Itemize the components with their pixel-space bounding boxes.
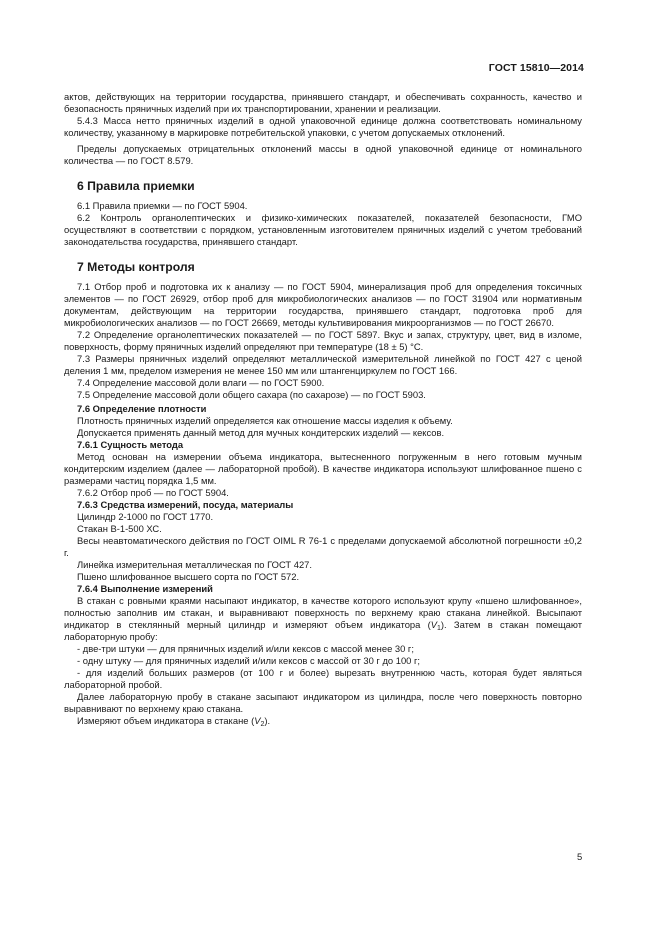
paragraph	[64, 595, 582, 643]
subsection-heading: 7.6.1 Сущность метода	[77, 439, 184, 450]
paragraph: Далее лабораторную пробу в стакане засыпают индикатором из цилиндра, после чего поверхность повторно выравнивают по верхнему краю стакана.	[64, 691, 582, 714]
paragraph: 7.2 Определение органолептических показателей — по ГОСТ 5897. Вкус и запах, структуру, цвет, вид в изломе, поверхность, форму пряничных изделий определяют при температуре (18 ± 5) °С.	[64, 329, 582, 352]
list-item: Стакан В-1-500 ХС.	[77, 523, 162, 534]
paragraph: Метод основан на измерении объема индикатора, вытесненного погруженным в него готовым мучным кондитерским изделием (далее — лабораторной пробой). В качестве индикатора используют шлифованное пшено с размерами частиц порядка 1,5 мм.	[64, 451, 582, 486]
list-item: Линейка измерительная металлическая по ГОСТ 427.	[77, 559, 312, 570]
paragraph: 7.3 Размеры пряничных изделий определяют металлической измерительной линейкой по ГОСТ 427 с ценой деления 1 мм, пределом измерения не менее 150 мм или штангенциркулем по ГОСТ 166.	[64, 353, 582, 376]
document-header: ГОСТ 15810—2014	[488, 62, 584, 74]
subsection-heading: 7.6.4 Выполнение измерений	[77, 583, 213, 594]
paragraph: 6.1 Правила приемки — по ГОСТ 5904.	[77, 200, 248, 211]
paragraph: 6.2 Контроль органолептических и физико-химических показателей, показателей безопасности, ГМО осуществляют в соответствии с порядком, установленным изготовителем пряничных изделий с учетом требований законодательства государства, принявшего стандарт.	[64, 212, 582, 247]
variable-v: V	[254, 715, 261, 726]
paragraph: 7.4 Определение массовой доли влаги — по ГОСТ 5900.	[77, 377, 325, 388]
paragraph: 7.5 Определение массовой доли общего сахара (по сахарозе) — по ГОСТ 5903.	[77, 389, 426, 400]
list-item: - одну штуку — для пряничных изделий и/или кексов с массой от 30 г до 100 г;	[77, 655, 421, 666]
page-number: 5	[577, 851, 583, 862]
subsection-heading: 7.6 Определение плотности	[77, 403, 207, 414]
paragraph: актов, действующих на территории государства, принявшего стандарт, и обеспечивать сохранность, качество и безопасность пряничных изделий при их транспортировании, хранении и реализации.	[64, 91, 582, 114]
document-body	[64, 91, 582, 727]
paragraph: 7.1 Отбор проб и подготовка их к анализу — по ГОСТ 5904, минерализация проб для определения токсичных элементов — по ГОСТ 26929, отбор проб для микробиологических анализов — по ГОСТ 31904 или нормативным документам, действующим на территории государства, принявшего стандарт, подготовка проб для микробиологических анализов — по ГОСТ 26669, методы культивирования микроорганизмов — по ГОСТ 26670.	[64, 281, 582, 328]
paragraph: 5.4.3 Масса нетто пряничных изделий в одной упаковочной единице должна соответствовать номинальному количеству, указанному в маркировке потребительской упаковки, с учетом допускаемых отклонений.	[64, 115, 582, 138]
paragraph: Плотность пряничных изделий определяется как отношение массы изделия к объему.	[77, 415, 453, 426]
paragraph: Пределы допускаемых отрицательных отклонений массы в одной упаковочной единице от номинального количества — по ГОСТ 8.579.	[64, 143, 582, 166]
list-item: - две-три штуки — для пряничных изделий и/или кексов с массой менее 30 г;	[77, 643, 414, 654]
list-item: - для изделий больших размеров (от 100 г и более) вырезать внутреннюю часть, которая будет являться лабораторной пробой.	[64, 667, 582, 690]
paragraph	[64, 715, 582, 727]
section-heading: 7 Методы контроля	[77, 260, 195, 274]
list-item: Цилиндр 2-1000 по ГОСТ 1770.	[77, 511, 214, 522]
subscript: 2	[260, 721, 265, 728]
list-item: Весы неавтоматического действия по ГОСТ OIML R 76-1 с пределами допускаемой абсолютной погрешности ±0,2 г.	[64, 535, 582, 558]
subsection-heading: 7.6.3 Средства измерений, посуда, материалы	[77, 499, 294, 510]
text-run: ).	[264, 715, 271, 726]
paragraph: Допускается применять данный метод для мучных кондитерских изделий — кексов.	[77, 427, 445, 438]
text-run: Измеряют объем индикатора в стакане (	[77, 715, 255, 726]
subscript: 1	[437, 625, 441, 632]
section-heading: 6 Правила приемки	[77, 179, 195, 193]
text-run: ). Затем в стакан помещают лабораторную пробу:	[64, 619, 583, 642]
text-run: В стакан с ровными краями насыпают индикатор, в качестве которого используют крупу «пшено шлифованное», полностью заполнив им стакан, и выравнивают поверхность по верхнему краю стакана линейкой. Высыпают индикатор в стеклянный мерный цилиндр и измеряют объем индикатора (	[64, 595, 582, 630]
list-item: Пшено шлифованное высшего сорта по ГОСТ 572.	[77, 571, 300, 582]
variable-v: V	[430, 619, 438, 630]
paragraph: 7.6.2 Отбор проб — по ГОСТ 5904.	[77, 487, 229, 498]
